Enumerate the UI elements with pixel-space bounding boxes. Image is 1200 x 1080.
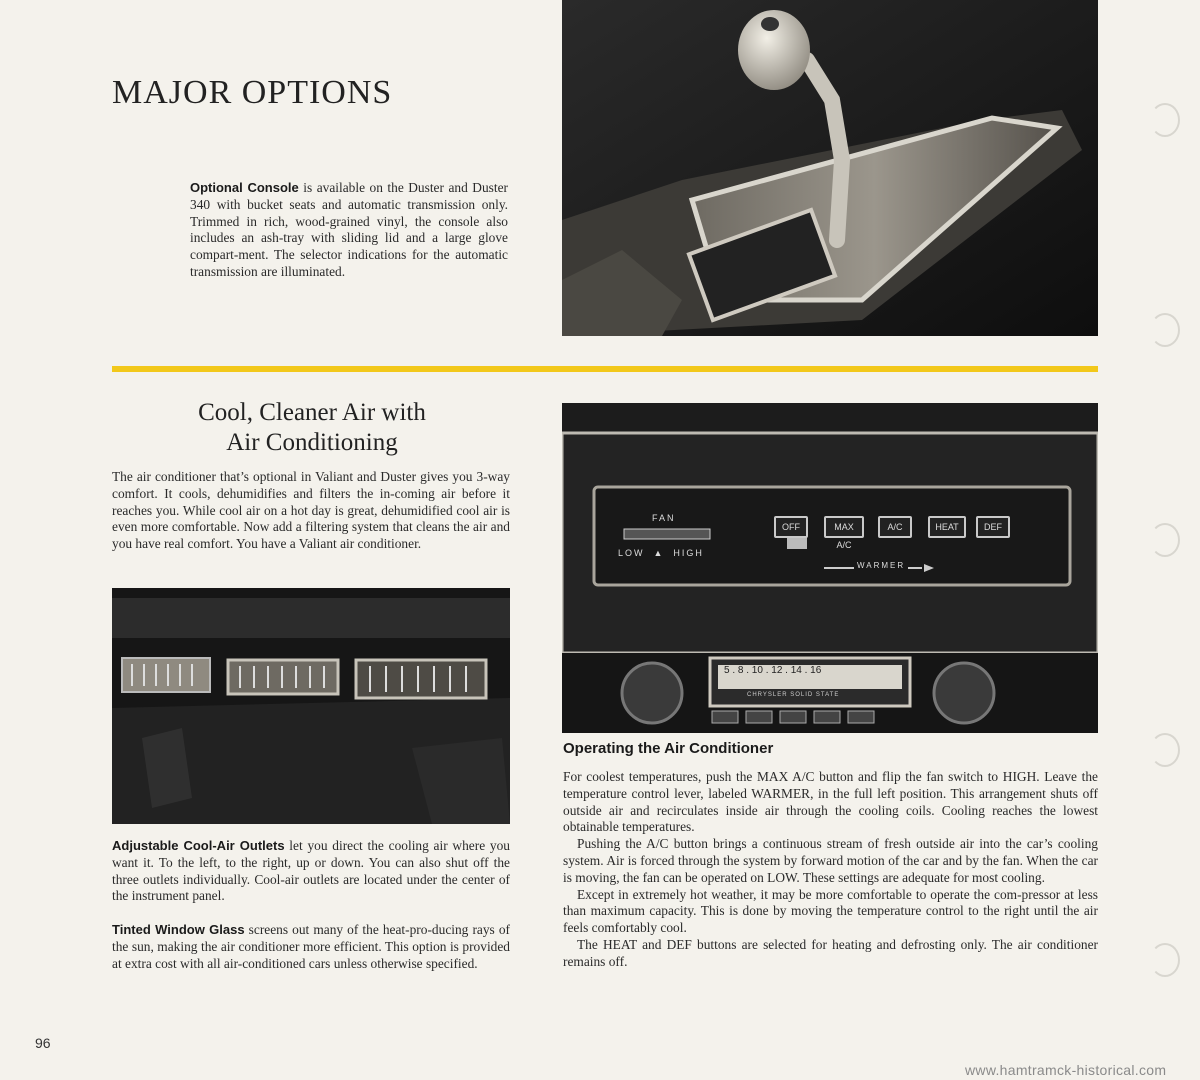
operating-paragraph-3: Except in extremely hot weather, it may be more comfortable to operate the com-pressor at less than maximum capacity. This is done by moving the temperature control to the right until the air feels comfortably cool.: [563, 886, 1098, 936]
off-button[interactable]: OFF: [774, 516, 808, 538]
console-photo: [562, 0, 1098, 336]
operating-text: [563, 769, 1098, 971]
ac-title-line-2: Air Conditioning: [226, 429, 398, 456]
ac-button[interactable]: A/C: [878, 516, 912, 538]
radio-brand: CHRYSLER SOLID STATE: [747, 692, 840, 698]
outlets-photo: [112, 588, 510, 824]
binder-ring-hole: [1150, 103, 1180, 137]
console-lead: Optional Console: [190, 180, 299, 195]
console-paragraph: [190, 180, 508, 281]
heat-button[interactable]: HEAT: [928, 516, 966, 538]
ac-section-title: [112, 398, 512, 458]
console-shifter-image: [562, 0, 1098, 336]
ac-intro-paragraph: The air conditioner that’s optional in Valiant and Duster gives you 3-way comfort. It cools, dehumidifies and filters the in-coming air before it reaches you. While cool air on a hot day is great, dehumidified cool air is even more comfortable. Now add a filtering system that cleans the air and you have real comfort. You have a Valiant air conditioner.: [112, 469, 510, 552]
operating-paragraph-2: Pushing the A/C button brings a continuous stream of fresh outside air into the car’s cooling system. Air is forced through the system by forward motion of the car and by the fan. When the car is moving, the fan can be operated on LOW. These settings are adequate for most cooling.: [563, 836, 1098, 885]
max-ac-button[interactable]: MAX A/C: [824, 516, 864, 538]
operating-heading: Operating the Air Conditioner: [563, 740, 774, 757]
outlets-body: let you direct the cooling air where you want it. To the left, to the right, up or down. You can also shut off the three outlets individually. Cool-air outlets are located under the center of the instrument panel.: [112, 838, 510, 904]
binder-ring-hole: [1150, 523, 1180, 557]
page-number: 96: [35, 1035, 51, 1051]
warmer-label: WARMER: [854, 561, 908, 570]
section-divider: [112, 366, 1098, 372]
ac-panel-image: [562, 403, 1098, 733]
fan-label: FAN: [652, 513, 676, 523]
ac-title-line-1: Cool, Cleaner Air with: [198, 399, 426, 426]
operating-paragraph-1: For coolest temperatures, push the MAX A/C button and flip the fan switch to HIGH. Leave the temperature control lever, labeled WARMER, in the full left position. This arrangement shuts off outside air and recirculates inside air through the cooling coils. Cooling reaches the lowest obtainable temperatures.: [563, 769, 1098, 835]
tinted-glass-paragraph: [112, 922, 510, 972]
binder-ring-hole: [1150, 943, 1180, 977]
tinted-body: screens out many of the heat-pro-ducing rays of the sun, making the air conditioner more efficient. This option is provided at extra cost with all air-conditioned cars unless otherwise specified.: [112, 922, 510, 971]
page-title: MAJOR OPTIONS: [112, 74, 393, 111]
tinted-lead: Tinted Window Glass: [112, 922, 245, 937]
outlets-paragraph: [112, 838, 510, 905]
console-body: is available on the Duster and Duster 340 with bucket seats and automatic transmission only. Trimmed in rich, wood-grained vinyl, the console also includes an ash-tray with sliding lid and a large glove compart-ment. The selector indications for the automatic transmission are illuminated.: [190, 180, 508, 279]
cool-air-outlets-image: [112, 588, 510, 824]
ac-control-panel-photo: [562, 403, 1098, 733]
binder-ring-hole: [1150, 313, 1180, 347]
binder-ring-hole: [1150, 733, 1180, 767]
low-high-label: LOW ▲ HIGH: [618, 548, 704, 558]
operating-paragraph-4: The HEAT and DEF buttons are selected for heating and defrosting only. The air conditioner remains off.: [563, 936, 1098, 969]
watermark: www.hamtramck-historical.com: [965, 1062, 1167, 1078]
def-button[interactable]: DEF: [976, 516, 1010, 538]
outlets-lead: Adjustable Cool-Air Outlets: [112, 838, 285, 853]
radio-dial-scale: 5 . 8 . 10 . 12 . 14 . 16: [724, 665, 822, 676]
